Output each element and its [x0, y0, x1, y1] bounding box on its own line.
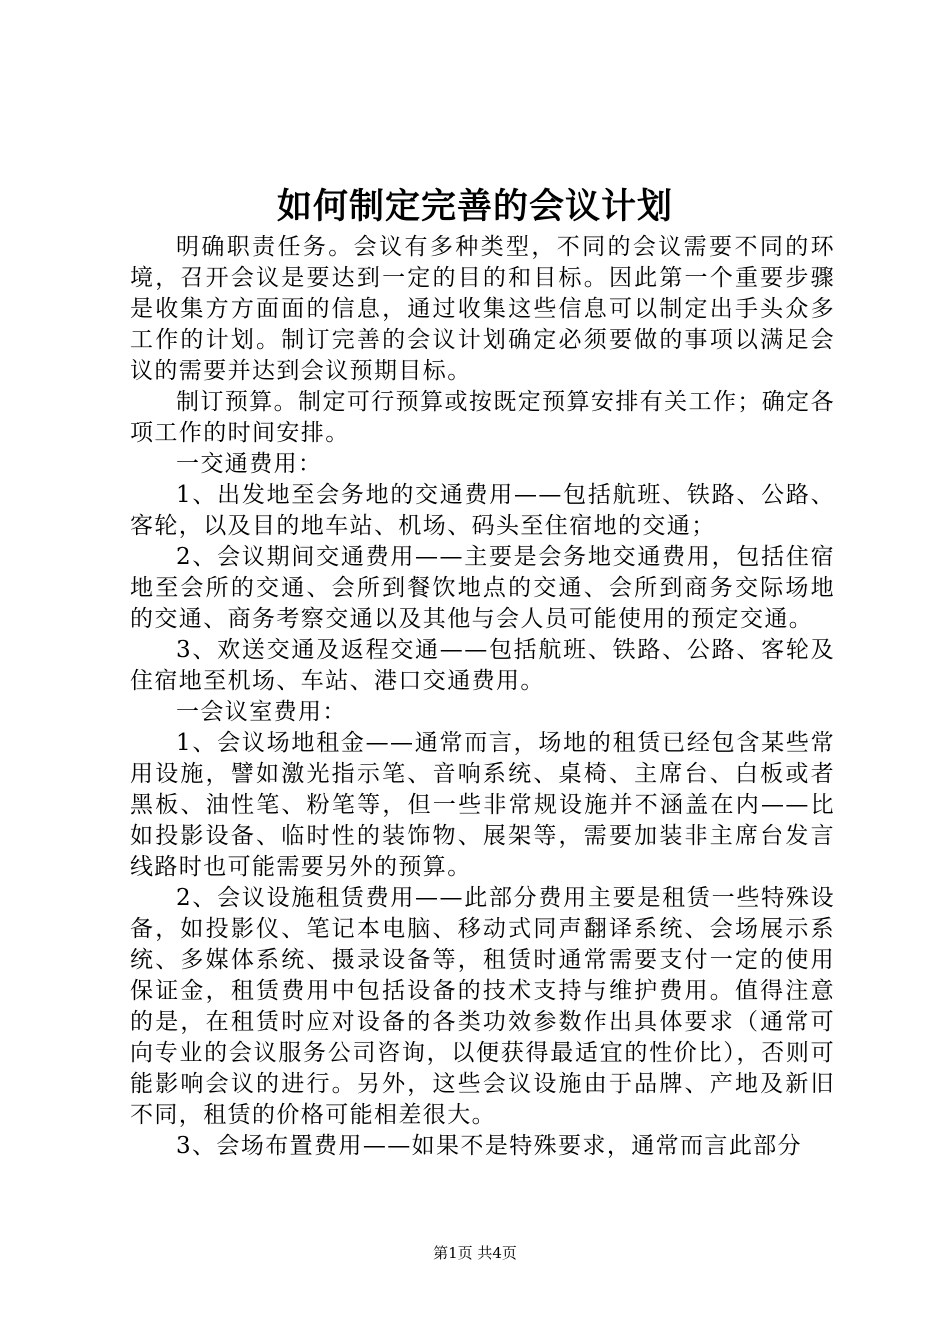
paragraph-responsibilities: 明确职责任务。会议有多种类型，不同的会议需要不同的环境，召开会议是要达到一定的目的和目标。因此第一个重要步骤是收集方方面面的信息，通过收集这些信息可以制定出手头众多工作的计划。制订完善的会议计划确定必须要做的事项以满足会议的需要并达到会议预期目标。 — [130, 234, 835, 384]
section-heading-transport: 一交通费用： — [176, 451, 323, 477]
document-body — [130, 232, 835, 1162]
paragraph-budget: 制订预算。制定可行预算或按既定预算安排有关工作；确定各项工作的时间安排。 — [130, 389, 835, 446]
list-item-transport-2: 2、会议期间交通费用——主要是会务地交通费用，包括住宿地至会所的交通、会所到餐饮地点的交通、会所到商务交际场地的交通、商务考察交通以及其他与会人员可能使用的预定交通。 — [130, 544, 835, 632]
page-footer: 第1页 共4页 — [433, 1244, 517, 1262]
page-title: 如何制定完善的会议计划 — [276, 186, 673, 227]
list-item-transport-3: 3、欢送交通及返程交通——包括航班、铁路、公路、客轮及住宿地至机场、车站、港口交通费用。 — [130, 637, 835, 694]
section-heading-meeting-room: 一会议室费用： — [176, 699, 347, 725]
list-item-room-3: 3、会场布置费用——如果不是特殊要求，通常而言此部分 — [176, 1133, 803, 1159]
list-item-room-2: 2、会议设施租赁费用——此部分费用主要是租赁一些特殊设备，如投影仪、笔记本电脑、移动式同声翻译系统、会场展示系统、多媒体系统、摄录设备等，租赁时通常需要支付一定的使用保证金，租赁费用中包括设备的技术支持与维护费用。值得注意的是，在租赁时应对设备的各类功效参数作出具体要求（通常可向专业的会议服务公司咨询，以便获得最适宜的性价比），否则可能影响会议的进行。另外，这些会议设施由于品牌、产地及新旧不同，租赁的价格可能相差很大。 — [130, 885, 835, 1128]
list-item-transport-1: 1、出发地至会务地的交通费用——包括航班、铁路、公路、客轮，以及目的地车站、机场、码头至住宿地的交通； — [130, 482, 835, 539]
list-item-room-1: 1、会议场地租金——通常而言，场地的租赁已经包含某些常用设施，譬如激光指示笔、音响系统、桌椅、主席台、白板或者黑板、油性笔、粉笔等，但一些非常规设施并不涵盖在内——比如投影设备、临时性的装饰物、展架等，需要加装非主席台发言线路时也可能需要另外的预算。 — [130, 730, 835, 880]
